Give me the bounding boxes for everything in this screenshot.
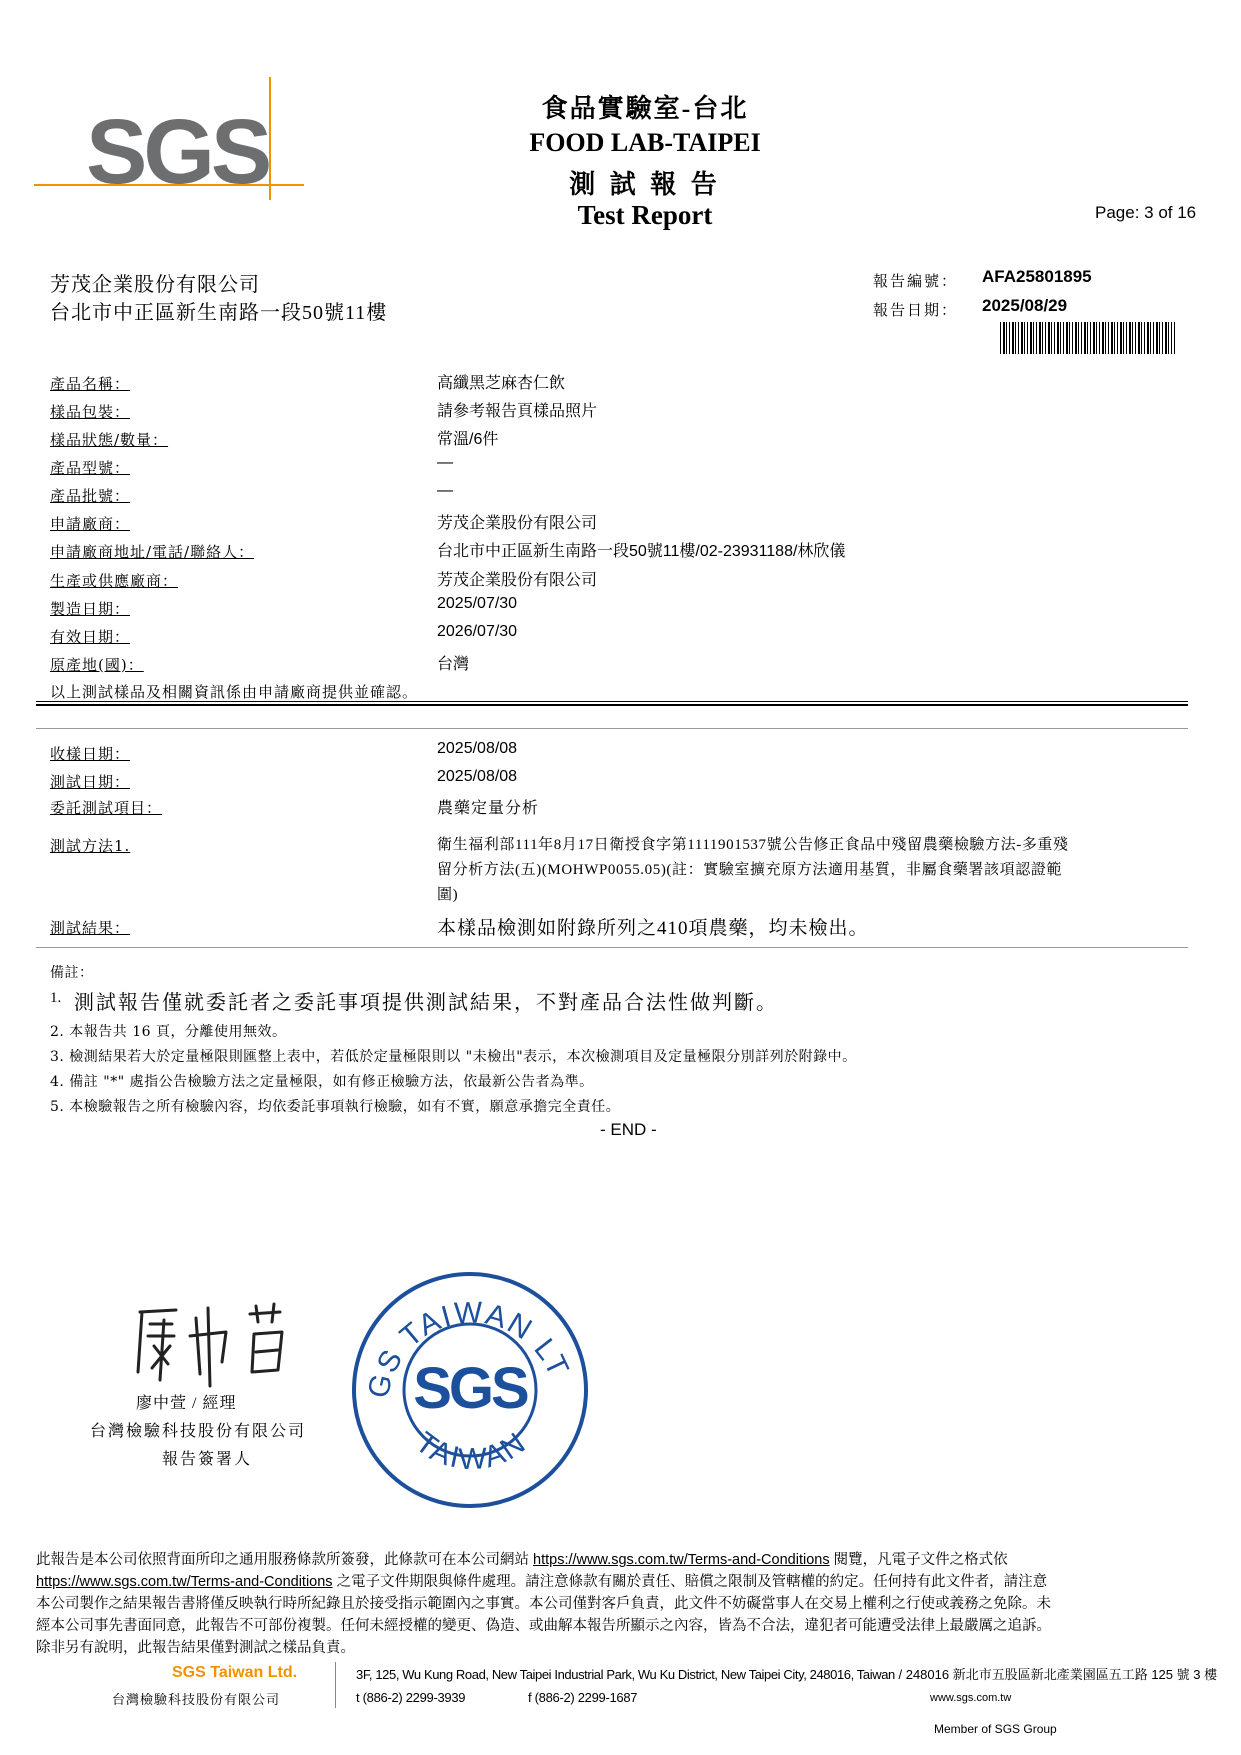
seal-center-text: SGS	[413, 1356, 527, 1421]
signature-handwriting	[120, 1300, 310, 1390]
footer-fax: f (886-2) 2299-1687	[528, 1690, 638, 1705]
test-items: 農藥定量分析	[437, 800, 540, 817]
signer-role: 報告簽署人	[162, 1451, 253, 1468]
product-label: 產品名稱：	[50, 375, 131, 393]
product-note: 以上測試樣品及相關資訊係由申請廠商提供並確認。	[50, 685, 419, 701]
footer-address-zh: / 248016 新北市五股區新北產業園區五工路 125 號 3 樓	[898, 1667, 1218, 1682]
remark-item: 3. 檢測結果若大於定量極限則匯整上表中，若低於定量極限則以 "未檢出"表示，本次檢測項目及定量極限分別詳列於附錄中。	[50, 1049, 857, 1065]
test-method-line: 圍)	[437, 887, 459, 903]
test-method-line: 留分析方法(五)(MOHWP0055.05)(註：實驗室擴充原方法適用基質，非屬食藥署該項認證範	[437, 862, 1063, 878]
product-value: 高纖黑芝麻杏仁飲	[437, 375, 566, 392]
product-value: 台北市中正區新生南路一段50號11樓/02-23931188/林欣儀	[437, 543, 846, 560]
divider	[36, 728, 1188, 729]
test-date-label: 測試日期：	[50, 773, 131, 791]
svg-text:SGS: SGS	[86, 101, 269, 203]
product-value: 2025/07/30	[437, 595, 518, 612]
remark-item: 5. 本檢驗報告之所有檢驗內容，均依委託事項執行檢驗，如有不實，願意承擔完全責任。	[50, 1099, 621, 1115]
product-label: 製造日期：	[50, 600, 131, 618]
footer-address-en: 3F, 125, Wu Kung Road, New Taipei Industrial Park, Wu Ku District, New Taipei City, 248016, Taiwan	[356, 1667, 895, 1682]
svg-text:TAIWAN	[409, 1426, 532, 1477]
footer-divider	[335, 1662, 336, 1708]
divider	[36, 701, 1188, 702]
receive-date: 2025/08/08	[437, 740, 518, 757]
signer-company: 台灣檢驗科技股份有限公司	[90, 1423, 307, 1440]
remark-item: 4. 備註 "*" 處指公告檢驗方法之定量極限，如有修正檢驗方法，依最新公告者為準。	[50, 1074, 594, 1090]
doc-type-en: Test Report	[577, 200, 713, 230]
test-items-label: 委託測試項目：	[50, 799, 163, 817]
test-result: 本樣品檢測如附錄所列之410項農藥，均未檢出。	[437, 918, 869, 939]
footer-terms-line: 除非另有說明，此報告結果僅對測試之樣品負責。	[36, 1640, 355, 1656]
divider	[36, 947, 1188, 948]
remark-item-1: 測試報告僅就委託者之委託事項提供測試結果，不對產品合法性做判斷。	[74, 992, 778, 1014]
client-address: 台北市中正區新生南路一段50號11樓	[50, 302, 388, 324]
footer-web[interactable]: www.sgs.com.tw	[930, 1692, 1012, 1704]
report-number-label: 報告編號：	[873, 274, 959, 290]
footer-terms-line	[36, 1548, 1206, 1569]
product-label: 樣品包裝：	[50, 403, 131, 421]
footer-company-zh: 台灣檢驗科技股份有限公司	[112, 1692, 281, 1707]
footer-text: 此報告是本公司依照背面所印之通用服務條款所簽發，此條款可在本公司網站	[36, 1552, 534, 1568]
product-label: 原產地(國)：	[50, 656, 144, 674]
product-label: 產品批號：	[50, 487, 131, 505]
report-date: 2025/08/29	[982, 296, 1068, 315]
footer-text: 之電子文件期限與條件處理。請注意條款有關於責任、賠償之限制及管轄權的約定。任何持有此文件者，請注意	[332, 1574, 1048, 1590]
report-date-label: 報告日期：	[873, 303, 959, 319]
receive-date-label: 收樣日期：	[50, 745, 131, 763]
terms-link[interactable]: https://www.sgs.com.tw/Terms-and-Conditions	[533, 1552, 830, 1568]
lab-name-zh: 食品實驗室-台北	[541, 94, 749, 123]
seal-bottom-text: TAIWAN	[409, 1425, 533, 1477]
product-value: —	[437, 482, 453, 499]
sgs-logo	[34, 75, 304, 205]
test-method-line: 衛生福利部111年8月17日衛授食字第1111901537號公告修正食品中殘留農藥檢驗方法-多重殘	[437, 837, 1069, 853]
product-value: 2026/07/30	[437, 623, 518, 640]
client-name: 芳茂企業股份有限公司	[50, 274, 260, 296]
product-value: 芳茂企業股份有限公司	[437, 572, 598, 589]
footer-terms-line: 本公司製作之結果報告書將僅反映執行時所紀錄且於接受指示範圍內之事實。本公司僅對客戶負責，此文件不妨礙當事人在交易上權利之行使或義務之免除。未	[36, 1596, 1051, 1612]
signer-name-title: 廖中萱 / 經理	[136, 1395, 237, 1412]
report-number: AFA25801895	[982, 267, 1092, 286]
product-label: 樣品狀態/數量：	[50, 431, 169, 449]
divider	[36, 704, 1188, 706]
product-label: 生產或供應廠商：	[50, 572, 179, 590]
footer-address-line	[356, 1664, 1217, 1683]
seal-top-text: GS TAIWAN LT	[361, 1296, 576, 1402]
remark-item: 2. 本報告共 16 頁，分離使用無效。	[50, 1024, 287, 1040]
product-value: 請參考報告頁樣品照片	[437, 403, 598, 420]
footer-terms-line: 經本公司事先書面同意，此報告不可部份複製。任何未經授權的變更、偽造、或曲解本報告所顯示之內容，皆為不合法，違犯者可能遭受法律上最嚴厲之追訴。	[36, 1618, 1051, 1634]
footer-member: Member of SGS Group	[934, 1722, 1057, 1736]
test-method-label: 測試方法1.	[50, 837, 131, 855]
product-label: 有效日期：	[50, 628, 131, 646]
doc-type-zh: 測 試 報 告	[569, 170, 721, 199]
company-seal	[350, 1270, 590, 1510]
footer-company-en: SGS Taiwan Ltd.	[172, 1664, 298, 1681]
footer-tel: t (886-2) 2299-3939	[356, 1690, 466, 1705]
terms-link[interactable]: https://www.sgs.com.tw/Terms-and-Conditions	[36, 1574, 333, 1590]
page-number: Page: 3 of 16	[1095, 203, 1197, 222]
product-value: 常溫/6件	[437, 431, 499, 448]
product-label: 產品型號：	[50, 459, 131, 477]
product-value: 芳茂企業股份有限公司	[437, 515, 598, 532]
footer-text: 閱覽，凡電子文件之格式依	[829, 1552, 1008, 1568]
test-date: 2025/08/08	[437, 768, 518, 785]
product-label: 申請廠商：	[50, 515, 131, 533]
footer-terms-line	[36, 1570, 1206, 1591]
lab-name-en: FOOD LAB-TAIPEI	[529, 128, 761, 157]
test-result-label: 測試結果：	[50, 919, 131, 937]
product-value: 台灣	[437, 656, 470, 673]
product-value: —	[437, 454, 453, 471]
barcode	[1000, 322, 1175, 354]
remarks-title: 備註：	[50, 965, 94, 981]
remark-item-1-number: 1.	[50, 990, 62, 1006]
end-marker: - END -	[600, 1120, 657, 1139]
product-label: 申請廠商地址/電話/聯絡人：	[50, 543, 255, 561]
